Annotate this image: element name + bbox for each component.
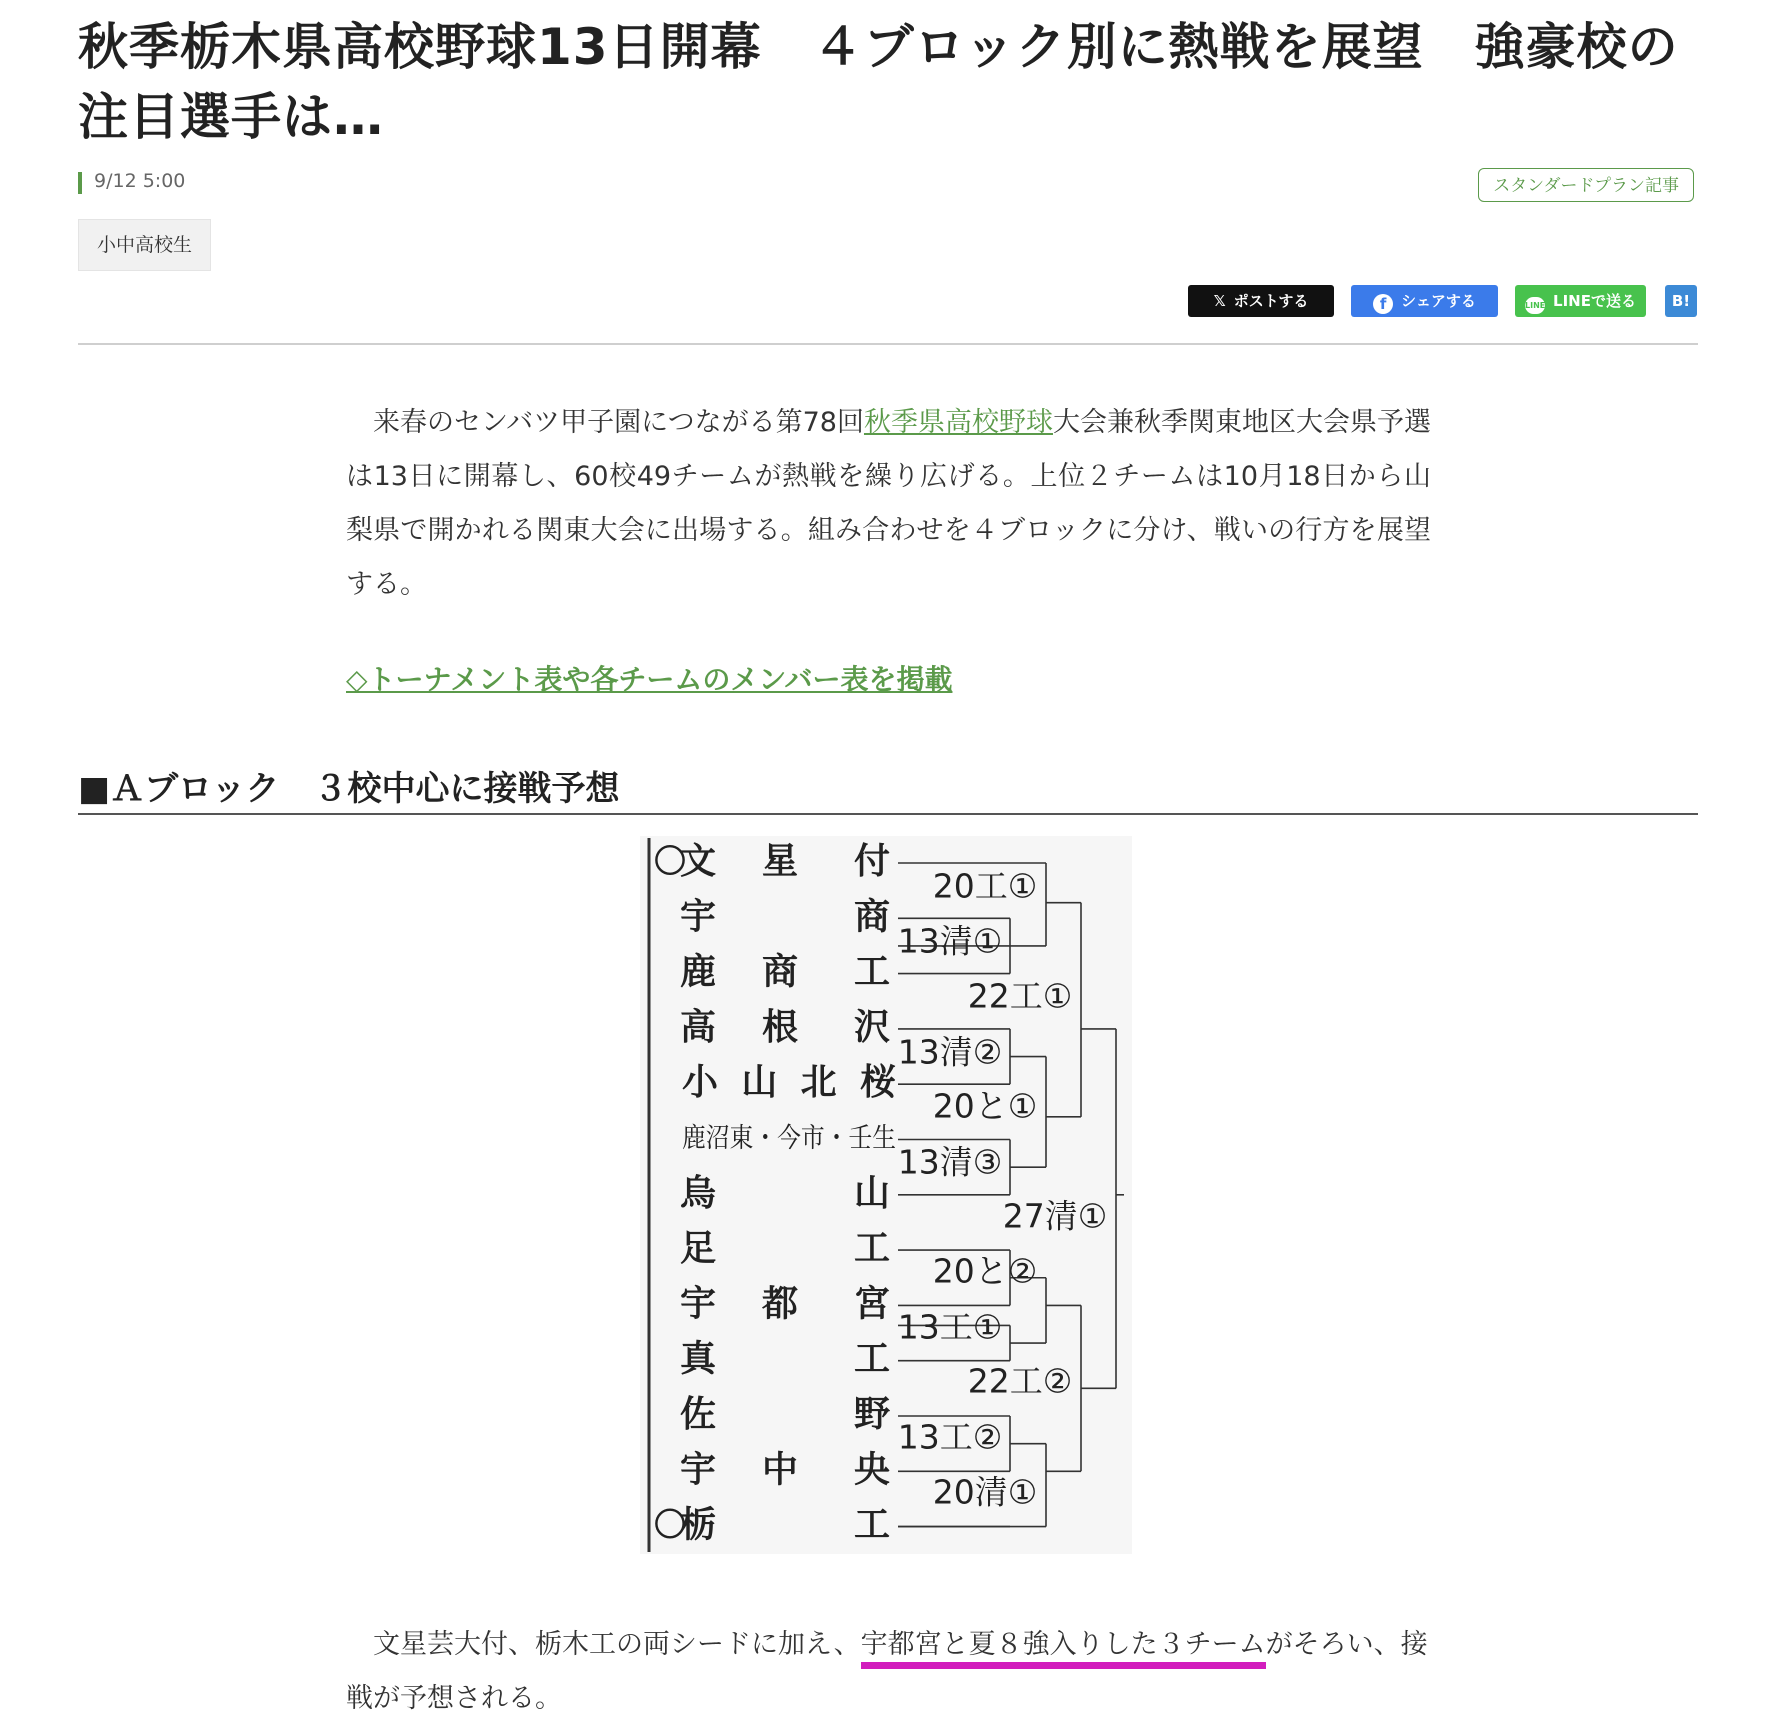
team-name: 鹿沼東・今市・壬生: [682, 1123, 896, 1154]
section-divider: [78, 813, 1698, 815]
team-name: [680, 952, 890, 993]
plan-badge: スタンダードプラン記事: [1478, 168, 1694, 202]
team-name-char: 鹿: [679, 951, 717, 993]
facebook-icon: f: [1373, 294, 1393, 314]
category-tag[interactable]: 小中高校生: [78, 219, 211, 271]
team-name-char: 栃: [679, 1504, 717, 1546]
body-paragraph: [346, 1618, 1431, 1726]
line-icon: LINE: [1525, 297, 1545, 314]
team-name: [680, 1283, 890, 1324]
team-name-char: 付: [853, 841, 891, 882]
lead-paragraph: [346, 396, 1431, 612]
team-name-char: 山: [853, 1172, 891, 1214]
share-x-button[interactable]: [1188, 285, 1334, 317]
team-name-char: 商: [761, 951, 799, 993]
team-name: [680, 1449, 890, 1490]
header-divider: [78, 343, 1698, 345]
game-result: 20清①: [932, 1472, 1038, 1512]
hatena-bookmark-button[interactable]: B!: [1665, 285, 1697, 317]
team-name-char: 沢: [853, 1006, 891, 1048]
team-name-char: 工: [853, 951, 891, 993]
publish-date: 9/12 5:00: [94, 170, 186, 192]
game-result: 13清③: [897, 1142, 1003, 1182]
date-marker: [78, 172, 82, 194]
body-text-2: がそろい、接戦が予想される。: [346, 1629, 1428, 1714]
lead-text-2: 大会兼秋季関東地区大会県予選は13日に開幕し、60校49チームが熱戦を繰り広げる。上位２チームは10月18日から山梨県で開かれる関東大会に出場する。組み合わせを４ブロックに分け、戦いの行方を展望する。: [346, 407, 1432, 600]
team-name-char: 佐: [679, 1394, 717, 1435]
section-heading: ■Ａブロック ３校中心に接戦予想: [78, 769, 620, 809]
team-name-char: 文: [679, 841, 717, 882]
team-name-char: 工: [853, 1504, 891, 1546]
game-result: 20工①: [932, 866, 1038, 906]
game-result: 13工①: [897, 1307, 1003, 1347]
team-name-char: 工: [853, 1228, 891, 1270]
team-name-char: 烏: [679, 1172, 717, 1214]
team-name-char: 工: [853, 1338, 891, 1380]
team-name-char: 宮: [853, 1283, 891, 1325]
share-facebook-button[interactable]: [1351, 285, 1498, 317]
highlighted-text: 宇都宮と夏８強入りした３チーム: [861, 1629, 1266, 1669]
team-name-char: 中: [761, 1449, 799, 1491]
share-line-button[interactable]: [1515, 285, 1646, 317]
x-logo-icon: 𝕏: [1213, 292, 1226, 310]
team-name-char: 宇: [679, 1449, 717, 1491]
game-result: 13清①: [897, 921, 1003, 961]
team-name-char: 足: [679, 1228, 717, 1270]
game-result: 13工②: [897, 1417, 1003, 1457]
team-name-char: 宇: [679, 896, 717, 938]
lead-text-1: 来春のセンバツ甲子園につながる第78回: [346, 407, 864, 438]
team-name-char: 星: [761, 841, 799, 882]
seed-mark: 〇: [654, 842, 687, 880]
team-name-char: 央: [853, 1449, 891, 1491]
game-result: 27清①: [1002, 1196, 1108, 1236]
game-result: 20と①: [932, 1086, 1038, 1126]
body-text-1: 文星芸大付、栃木工の両シードに加え、: [346, 1629, 861, 1660]
game-result: 22工①: [967, 976, 1073, 1016]
team-name-char: 商: [853, 896, 891, 938]
game-result: 20と②: [932, 1251, 1038, 1291]
game-result: 13清②: [897, 1032, 1003, 1072]
share-line-label: LINEで送る: [1553, 292, 1636, 310]
team-name: 小山北桜: [682, 1062, 896, 1104]
bracket-image: [640, 836, 1140, 1556]
team-name-char: 根: [761, 1006, 799, 1048]
team-name-char: 真: [679, 1338, 717, 1380]
team-name: [680, 1007, 890, 1048]
seed-mark: 〇: [654, 1505, 687, 1544]
team-name-char: 都: [761, 1283, 799, 1325]
article-title: 秋季栃木県高校野球13日開幕 ４ブロック別に熱戦を展望 強豪校の注目選手は…: [78, 18, 1679, 146]
game-result: 22工②: [967, 1361, 1073, 1401]
team-name-char: 宇: [679, 1283, 717, 1325]
team-name-char: 野: [853, 1394, 891, 1435]
tournament-table-link[interactable]: ◇トーナメント表や各チームのメンバー表を掲載: [346, 663, 953, 696]
share-facebook-label: シェアする: [1401, 292, 1476, 310]
team-name: [680, 841, 890, 882]
team-name-char: 高: [679, 1006, 717, 1048]
share-x-label: ポストする: [1233, 292, 1309, 310]
tournament-topic-link[interactable]: 秋季県高校野球: [863, 407, 1053, 438]
